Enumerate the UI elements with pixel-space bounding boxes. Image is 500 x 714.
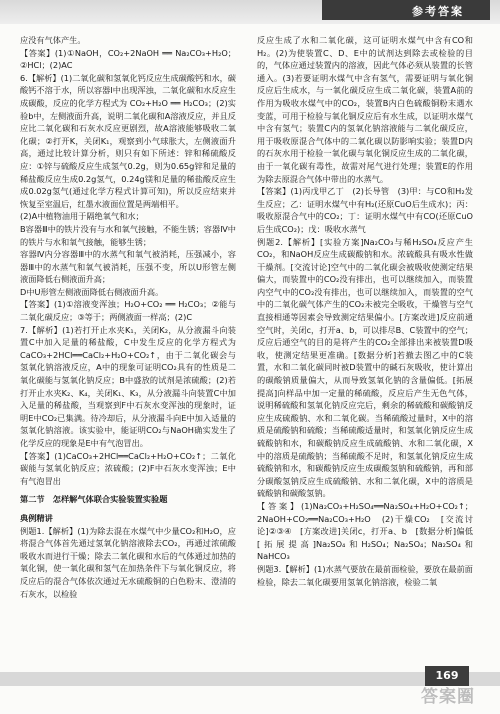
paragraph: 【答案】(1)Na₂CO₃+H₂SO₄══Na₂SO₄+H₂O+CO₂↑；2NaOH+CO₂══Na₂CO₃+H₂O (2)干燥CO₂ [交流讨论]②③④ [方案改进]关闭c，打开a、b [数据分析]偏低 [拓展提高]Na₂SO₄和H₂SO₄；Na₂SO₄；Na₂SO₄和NaHCO₃ (257, 500, 482, 562)
subsection-heading: 典例精讲 (20, 512, 53, 523)
paragraph: 例题1.【解析】(1)为除去混在水煤气中少量CO₂和H₂O，应将混合气体首先通过氢氧化钠溶液除去CO₂，再通过浓硫酸吸收水而进行干燥；除去二氧化碳和水后的气体通过加热的氧化铜，使一氧化碳和氢气在加热条件下与氧化铜反应，将反应后的混合气体依次通过无水硫酸铜的白色粉末、澄清的石灰水，以检验 (20, 525, 236, 599)
watermark-logo: 答案圈 (421, 687, 475, 707)
paragraph: 例题3.【解析】(1)水蒸气要放在最前面检验，要放在最前面检验，除去二氧化碳要用氢氧化钠溶液，检验二氧 (257, 563, 473, 587)
header-tab (322, 0, 490, 20)
paragraph: 【答案】(1)丙戊甲乙丁 (2)长导管 (3)甲：与CO和H₂发生反应；乙：证明水煤气中有H₂(还原CuO后生成水)；丙：吸收原混合气中的CO₂；丁：证明水煤气中有CO(还原CuO后生成CO₂)；戊：吸收水蒸气 (257, 186, 473, 234)
paragraph: D中U形管左侧液面降低右侧液面升高。 (20, 286, 164, 297)
paragraph: 容器Ⅳ内分容器Ⅲ中的水蒸气和氧气被消耗，压强减小，容器Ⅲ中的水蒸气和氧气被消耗，压强不变，所以U形管左侧液面降低右侧液面升高； (20, 249, 236, 285)
paragraph: 反应生成了水和二氧化碳，这可证明水煤气中含有CO和H₂。(2)为使装置C、D、E中的试剂达到除去或检验的目的，气体应通过装置内的溶液，因此气体必须从装置的长管通入。(3)若要证明水煤气中含有氢气，需要证明与氧化铜反应后生成水，与一氧化碳反应生成二氧化碳，装置A前的作用为吸收水煤气中的CO₂，装置B内白色硫酸铜粉末遇水变蓝，可用于检验与氧化铜反应后有水生成，以证明水煤气中含有氢气；装置C内的氢氧化钠溶液能与二氧化碳反应，用于吸收原混合气体中的二氧化碳以防影响实验；装置D内的石灰水用于检验一氧化碳与氧化铜反应生成的二氧化碳，由于一氧化碳有毒性，故需对尾气进行处理；装置E的作用为除去原混合气体中带出的水蒸气。 (257, 35, 473, 184)
paragraph: 【答案】(1)CaCO₃+2HCl══CaCl₂+H₂O+CO₂↑；二氧化碳能与氢氧化钠反应；浓硫酸；(2)F中石灰水变浑浊；E中有气泡冒出 (20, 450, 236, 486)
paragraph: 例题2.【解析】[实验方案]Na₂CO₃与稀H₂SO₄反应产生CO₂，和NaOH反应生成碳酸钠和水。浓硫酸具有吸水性做干燥剂。[交流讨论]空气中的二氧化碳会被吸收使测定结果偏大，而装置中的CO₂没有排出，也可以继续加入，而装置内空气中的CO₂没有排出，也可以继续加入，而装置的空气中的二氧化碳气体产生的CO₂未被完全吸收，干燥管与空气直接相通等因素会导致测定结果偏小。[方案改进]反应前通空气时，关闭c，打开a、b，可以排尽B、C装置中的空气；反应后通空气的目的是将产生的CO₂全部排出来被装置D吸收，使测定结果更准确。[数据分析]若撤去图乙中的C装置，水和二氧化碳同时被D装置中的碱石灰吸收，使计算出的碳酸钠质量偏大，从而导致氢氧化钠的含量偏低。[拓展提高]向样品中加一定量的稀硫酸，反应后产生无色气体，说明稀硫酸和氢氧化钠反应完后，剩余的稀硫酸和碳酸钠反应生成硫酸钠、水和二氧化碳。当稀硫酸过量时，X中的溶质是硫酸钠和硫酸；当稀硫酸适量时，和氢氧化钠反应生成硫酸钠和水，和碳酸钠反应生成硫酸钠、水和二氧化碳，X中的溶质是硫酸钠；当稀硫酸不足时，和氢氧化钠反应生成硫酸钠和水，和碳酸钠反应生成碳酸氢钠和硫酸钠，再和部分碳酸氢钠反应生成硫酸钠、水和二氧化碳，X中的溶质是硫酸钠和碳酸氢钠。 (257, 236, 473, 499)
paragraph: B容器Ⅲ中的铁片没有与水和氧气接触，不能生锈；容器Ⅳ中的铁片与水和氧气接触，能够生锈； (20, 223, 236, 247)
paragraph: (2)A中植物油用于隔绝氧气和水； (20, 211, 144, 222)
paragraph: 应没有气体产生。 (20, 35, 86, 45)
header-title: 参考答案 (412, 5, 464, 18)
paragraph: 【答案】(1)①溶液变浑浊；H₂O+CO₂ ══ H₂CO₃；②能与二氧化碳反应；③等于；两侧液面一样高；(2)C (20, 299, 236, 323)
page-number: 169 (425, 666, 469, 686)
paragraph: 7.【解析】(1)若打开止水夹K₁，关闭K₂，从分液漏斗向装置C中加入足量的稀盐酸，C中发生反应的化学方程式为CaCO₃+2HCl══CaCl₂+H₂O+CO₂↑，由于二氧化碳会与氢氧化钠溶液反应，A中的现象可证明CO₂具有的性质是二氧化碳能与氢氧化钠反应；B中盛放的试剂是浓硫酸；(2)若打开止水夹K₂、K₄，关闭K₁、K₃，从分液漏斗向装置C中加入足量的稀盐酸，当观察到F中石灰水变浑浊的现象时，证明E中CO₂已集满。待冷却后，从分液漏斗向E中加入适量的氢氧化钠溶液。该实验中，能证明CO₂与NaOH确实发生了化学反应的现象是E中有气泡冒出。 (20, 324, 236, 448)
section-heading: 第二节 怎样解气体联合实验装置实验题 (20, 494, 168, 505)
paragraph: 【答案】(1)①NaOH，CO₂+2NaOH ══ Na₂CO₃+H₂O；②HCl；(2)AC (20, 47, 236, 71)
right-column (257, 34, 482, 588)
paragraph: 6.【解析】(1)二氧化碳和氢氧化钙反应生成碳酸钙和水，碳酸钙不溶于水，所以容器Ⅰ中出现浑浊，二氧化碳和水反应生成碳酸，反应的化学方程式为 CO₂+H₂O ══ H₂CO₃；(2)实验b中，左侧液面升高，说明二氧化碳和A溶液反应，并且反应比二氧化碳和石灰水反应更剧烈，故A溶液能够吸收二氧化碳；②打开K，关闭K₁，观察到小气球胀大，左侧液面升高，通过比较计算分析，则只有如下所述：锌和稀硫酸反应：①锌与硫酸反应生成氢气0.2g，则为0.65g锌和足量的稀盐酸反应生成0.2g氢气，0.24g镁和足量的稀盐酸反应生成0.02g氢气(通过化学方程式计算可知)，所以反应结束并恢复至室温后，红墨水液面位置是两端相平。 (20, 72, 236, 209)
left-column (20, 34, 236, 600)
